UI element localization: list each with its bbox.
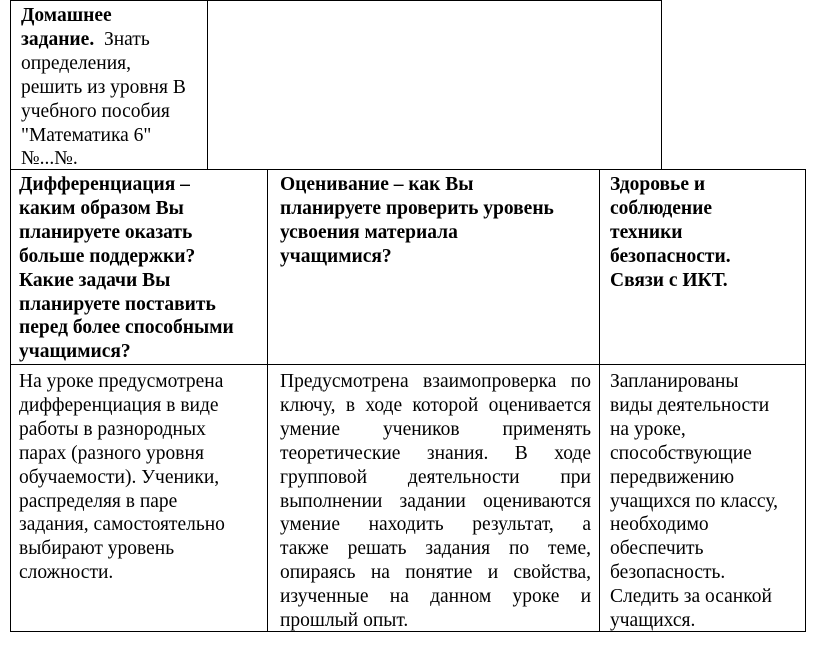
homework-line: определения, [21, 52, 132, 74]
header-line: соблюдение [610, 197, 713, 219]
homework-line: №...№. [21, 148, 78, 170]
body-line: дифференциация в виде [19, 394, 219, 416]
header-line: учащимися? [280, 245, 392, 267]
body-line: умение находить результат, а [280, 514, 591, 536]
body-line: распределяя в паре [19, 490, 178, 512]
body-line: парах (разного уровня [19, 442, 204, 464]
header-line: Дифференциация – [19, 174, 190, 195]
body-line: обеспечить [610, 538, 704, 560]
header-line: Здоровье и [610, 174, 706, 195]
homework-line: учебного пособия [21, 100, 170, 122]
body-assessment [267, 364, 600, 632]
body-health [599, 364, 806, 632]
body-line: На уроке предусмотрена [19, 371, 224, 392]
body-line: Запланированы [610, 371, 739, 392]
header-line: больше поддержки? [19, 245, 196, 267]
body-line: выполнении задании оцениваются [280, 490, 591, 512]
body-line: ключу, в ходе которой оценивается [280, 394, 591, 416]
body-line: умение учеников применять [280, 418, 591, 440]
body-line: прошлый опыт. [280, 610, 409, 632]
homework-label-part-1: Домашнее [21, 5, 112, 26]
body-line: способствующие [610, 442, 752, 464]
body-line: безопасность. [610, 562, 726, 584]
body-differentiation [10, 364, 268, 632]
body-line: задания, самостоятельно [19, 514, 225, 536]
body-line: изученные на данном уроке и [280, 586, 591, 608]
header-line: техники [610, 221, 683, 243]
body-line: сложности. [19, 562, 114, 584]
body-line: учащихся по классу, [610, 490, 778, 512]
body-line: учащихся. [610, 610, 696, 632]
homework-cell [10, 0, 208, 170]
homework-first-line [21, 4, 207, 28]
header-line: планируете поставить [19, 293, 216, 315]
homework-label: задание. [21, 28, 95, 50]
body-line: Предусмотрена взаимопроверка по [280, 371, 591, 392]
header-line: Какие задачи Вы [19, 269, 171, 291]
header-line: усвоения материала [280, 221, 458, 243]
body-line: опираясь на понятие и свойства, [280, 562, 591, 584]
homework-line: "Математика 6" [21, 124, 152, 146]
empty-cell [207, 0, 662, 170]
homework-line: решить из уровня В [21, 76, 186, 98]
body-line: выбирают уровень [19, 538, 175, 560]
header-line: каким образом Вы [19, 197, 184, 219]
header-differentiation [10, 169, 268, 365]
body-line: также решать задания по теме, [280, 538, 591, 560]
body-line: Следить за осанкой [610, 586, 772, 608]
body-line: на уроке, [610, 418, 686, 440]
body-line: виды деятельности [610, 394, 770, 416]
header-line: перед более способными [19, 317, 234, 339]
homework-line: Знать [103, 28, 150, 50]
header-line: Связи с ИКТ. [610, 269, 728, 291]
body-line: передвижению [610, 466, 735, 488]
header-line: учащимися? [19, 341, 131, 363]
body-line: необходимо [610, 514, 709, 536]
header-health [599, 169, 806, 365]
header-line: планируете проверить уровень [280, 197, 554, 219]
header-line: безопасности. [610, 245, 731, 267]
body-line: групповой деятельности при [280, 466, 591, 488]
homework-second-line [21, 28, 207, 52]
header-line: планируете оказать [19, 221, 193, 243]
header-assessment [267, 169, 600, 365]
header-line: Оценивание – как Вы [280, 174, 474, 195]
body-line: работы в разнородных [19, 418, 206, 440]
body-line: обучаемости). Ученики, [19, 466, 220, 488]
body-line: теоретические знания. В ходе [280, 442, 591, 464]
